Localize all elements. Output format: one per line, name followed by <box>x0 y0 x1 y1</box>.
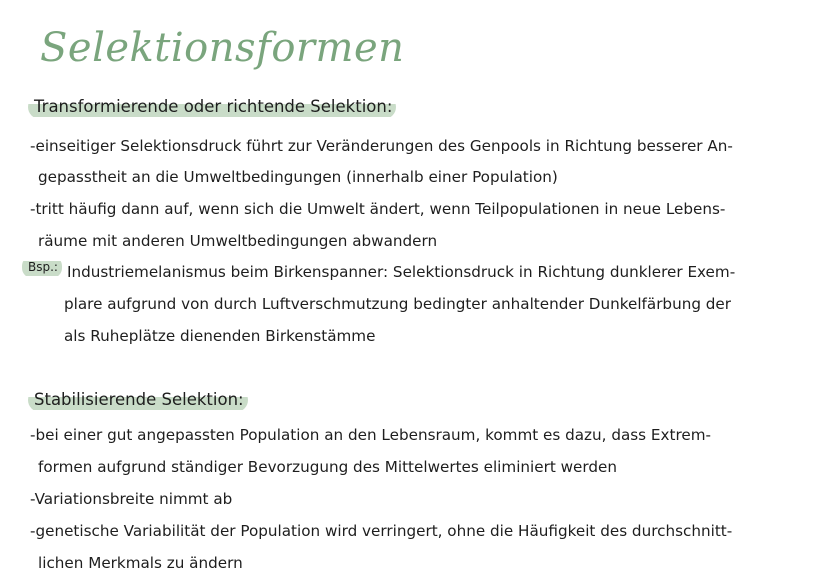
text-line: lichen Merkmals zu ändern <box>38 554 243 572</box>
text-line: -Variationsbreite nimmt ab <box>30 490 233 508</box>
section-heading-transformierende: Transformierende oder richtende Selektion: <box>28 95 396 119</box>
text-line: -genetische Variabilität der Population wird verringert, ohne die Häufigkeit des durchschnitt- <box>30 522 733 540</box>
text-line: -tritt häufig dann auf, wenn sich die Umwelt ändert, wenn Teilpopulationen in neue Lebens- <box>30 200 726 218</box>
text-line: räume mit anderen Umweltbedingungen abwandern <box>38 232 438 250</box>
page-title: Selektionsformen <box>40 25 405 71</box>
example-line: plare aufgrund von durch Luftverschmutzung bedingter anhaltender Dunkelfärbung der <box>64 295 732 313</box>
example-line: Industriemelanismus beim Birkenspanner: Selektionsdruck in Richtung dunklerer Exem- <box>67 263 736 281</box>
text-line: formen aufgrund ständiger Bevorzugung des Mittelwertes eliminiert werden <box>38 458 617 476</box>
text-line: -bei einer gut angepassten Population an den Lebensraum, kommt es dazu, dass Extrem- <box>30 426 711 444</box>
example-line: als Ruheplätze dienenden Birkenstämme <box>64 327 376 345</box>
text-line: -einseitiger Selektionsdruck führt zur Veränderungen des Genpools in Richtung besserer An- <box>30 137 733 155</box>
section-heading-stabilisierende: Stabilisierende Selektion: <box>28 388 248 412</box>
text-line: gepasstheit an die Umweltbedingungen (innerhalb einer Population) <box>38 168 558 186</box>
example-label: Bsp.: <box>22 256 62 278</box>
